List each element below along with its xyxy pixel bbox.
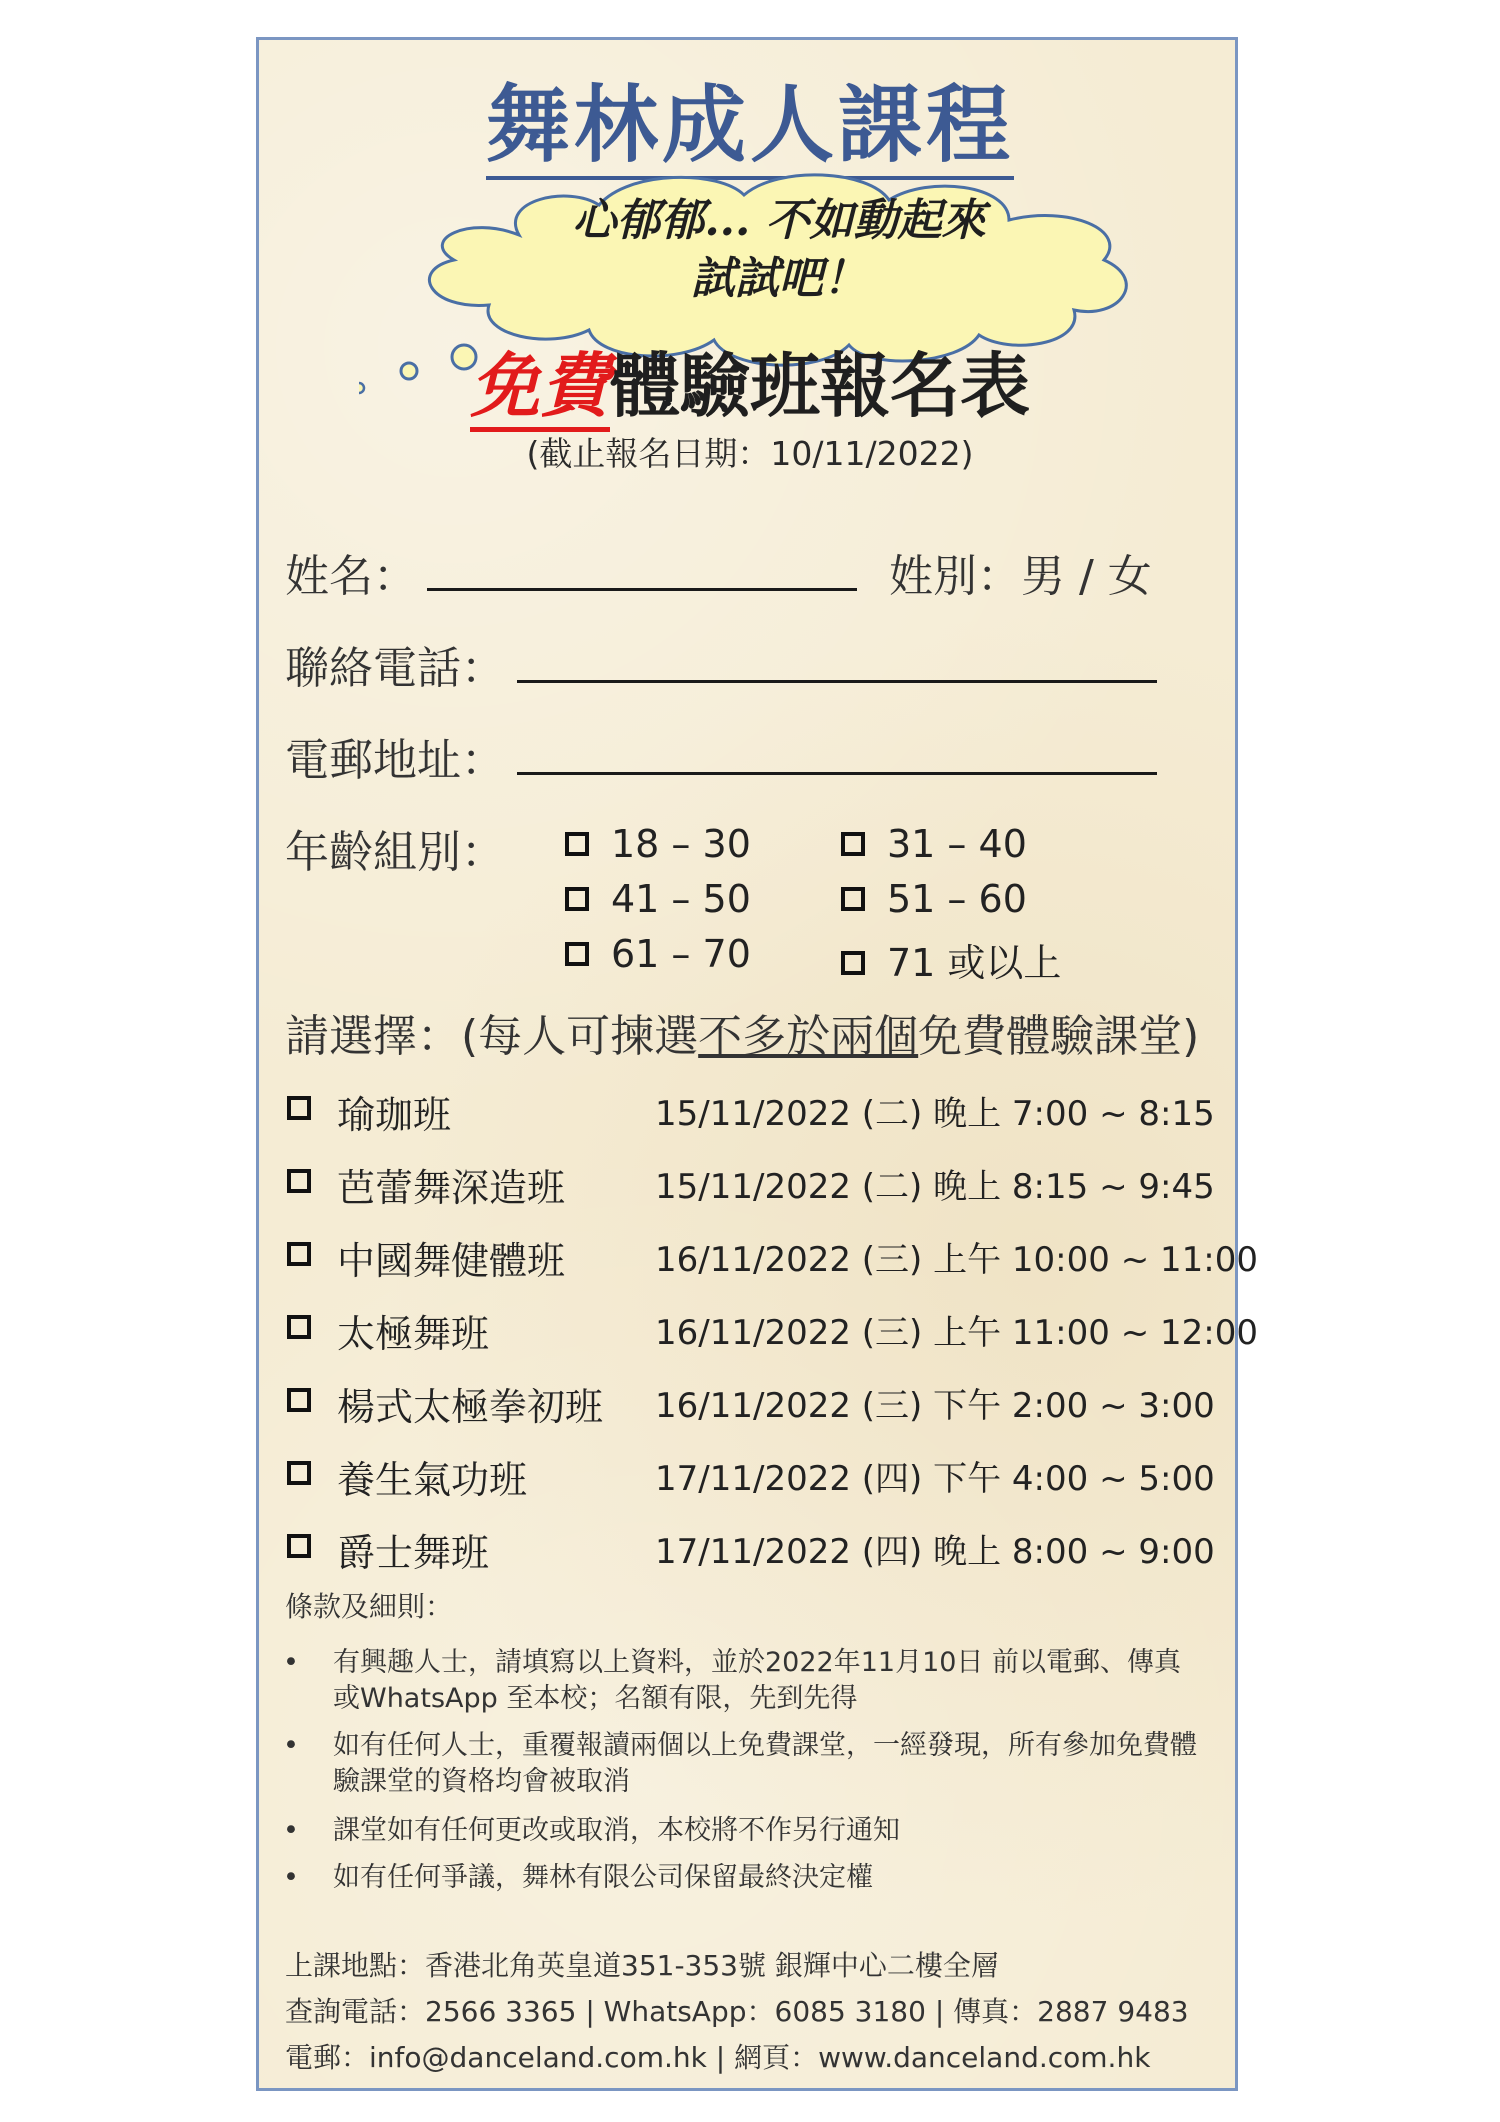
term-item xyxy=(283,1728,1203,1800)
class-option[interactable] xyxy=(287,1372,1227,1428)
bullet-icon: • xyxy=(283,1862,299,1893)
name-field[interactable] xyxy=(427,588,857,591)
cloud-line-1: 心郁郁... 不如動起來 xyxy=(572,195,986,246)
choose-instruction: 請選擇：(每人可揀選不多於兩個免費體驗課堂) xyxy=(285,1011,1200,1062)
address-line: 上課地點：香港北角英皇道351-353號 銀輝中心二樓全層 xyxy=(285,1949,999,1982)
checkbox-icon[interactable] xyxy=(565,832,589,856)
email-field[interactable] xyxy=(517,772,1157,775)
checkbox-icon[interactable] xyxy=(287,1388,311,1412)
class-option[interactable] xyxy=(287,1518,1227,1574)
term-item xyxy=(283,1645,1203,1717)
class-time: 16/11/2022 (三) 上午 11:00 ~ 12:00 xyxy=(655,1313,1258,1353)
checkbox-icon[interactable] xyxy=(565,942,589,966)
term-text: 有興趣人士，請填寫以上資料，並於2022年11月10日 前以電郵、傳真或WhatsApp 至本校；名額有限，先到先得 xyxy=(333,1647,1182,1714)
class-option[interactable] xyxy=(287,1445,1227,1501)
cloud-line-2: 試試吧！ xyxy=(691,253,867,304)
bullet-icon: • xyxy=(283,1647,299,1678)
cloud-slogan xyxy=(559,192,999,308)
class-name: 中國舞健體班 xyxy=(337,1239,566,1283)
checkbox-icon[interactable] xyxy=(841,832,865,856)
class-time: 15/11/2022 (二) 晚上 8:15 ~ 9:45 xyxy=(655,1167,1215,1207)
class-name: 瑜珈班 xyxy=(337,1093,452,1137)
checkbox-icon[interactable] xyxy=(287,1461,311,1485)
bullet-icon: • xyxy=(283,1815,299,1846)
age-group-label: 年齡組別： xyxy=(285,827,505,878)
class-name: 楊式太極拳初班 xyxy=(337,1385,604,1429)
class-time: 17/11/2022 (四) 下午 4:00 ~ 5:00 xyxy=(655,1459,1215,1499)
age-option[interactable]: 71 或以上 xyxy=(841,932,1061,987)
age-option[interactable]: 18 – 30 xyxy=(565,822,751,866)
bullet-icon: • xyxy=(283,1730,299,1761)
class-time: 15/11/2022 (二) 晚上 7:00 ~ 8:15 xyxy=(655,1094,1215,1134)
class-name: 芭蕾舞深造班 xyxy=(337,1166,566,1210)
checkbox-icon[interactable] xyxy=(287,1534,311,1558)
term-text: 課堂如有任何更改或取消，本校將不作另行通知 xyxy=(333,1815,900,1846)
class-name: 爵士舞班 xyxy=(337,1531,490,1575)
age-option[interactable]: 51 – 60 xyxy=(841,877,1027,921)
class-option[interactable] xyxy=(287,1226,1258,1283)
gender-label: 姓別：男 / 女 xyxy=(889,551,1152,602)
phone-line: 查詢電話：2566 3365 | WhatsApp：6085 3180 | 傳真：2887 9483 xyxy=(285,1995,1189,2028)
checkbox-icon[interactable] xyxy=(841,951,865,975)
class-option[interactable] xyxy=(287,1153,1227,1209)
class-time: 17/11/2022 (四) 晚上 8:00 ~ 9:00 xyxy=(655,1532,1215,1572)
class-time: 16/11/2022 (三) 上午 10:00 ~ 11:00 xyxy=(655,1240,1258,1280)
age-option[interactable]: 61 – 70 xyxy=(565,932,751,976)
term-text: 如有任何人士，重覆報讀兩個以上免費課堂，一經發現，所有參加免費體驗課堂的資格均會被取消 xyxy=(333,1730,1197,1797)
checkbox-icon[interactable] xyxy=(287,1096,311,1120)
name-label: 姓名： xyxy=(285,551,417,602)
phone-field[interactable] xyxy=(517,680,1157,683)
web-line: 電郵：info@danceland.com.hk | 網頁：www.danceland.com.hk xyxy=(285,2041,1151,2074)
age-option[interactable]: 41 – 50 xyxy=(565,877,751,921)
term-item xyxy=(283,1860,1203,1896)
email-label: 電郵地址： xyxy=(285,735,505,786)
term-item xyxy=(283,1813,1203,1849)
deadline: (截止報名日期：10/11/2022) xyxy=(526,434,974,473)
checkbox-icon[interactable] xyxy=(287,1242,311,1266)
form-title-rest: 體驗班報名表 xyxy=(610,345,1030,427)
age-option[interactable]: 31 – 40 xyxy=(841,822,1027,866)
registration-flyer xyxy=(256,37,1258,2091)
class-option[interactable] xyxy=(287,1299,1258,1356)
terms-heading: 條款及細則： xyxy=(285,1590,454,1623)
class-name: 養生氣功班 xyxy=(337,1458,528,1502)
term-text: 如有任何爭議，舞林有限公司保留最終決定權 xyxy=(333,1862,873,1893)
class-time: 16/11/2022 (三) 下午 2:00 ~ 3:00 xyxy=(655,1386,1215,1426)
checkbox-icon[interactable] xyxy=(841,887,865,911)
phone-label: 聯絡電話： xyxy=(285,643,505,694)
checkbox-icon[interactable] xyxy=(287,1169,311,1193)
class-option[interactable] xyxy=(287,1080,1227,1136)
checkbox-icon[interactable] xyxy=(565,887,589,911)
checkbox-icon[interactable] xyxy=(287,1315,311,1339)
class-name: 太極舞班 xyxy=(337,1312,490,1356)
free-label: 免費 xyxy=(470,344,610,432)
page-title: 舞林成人課程 xyxy=(259,58,1241,179)
form-title xyxy=(259,330,1241,431)
